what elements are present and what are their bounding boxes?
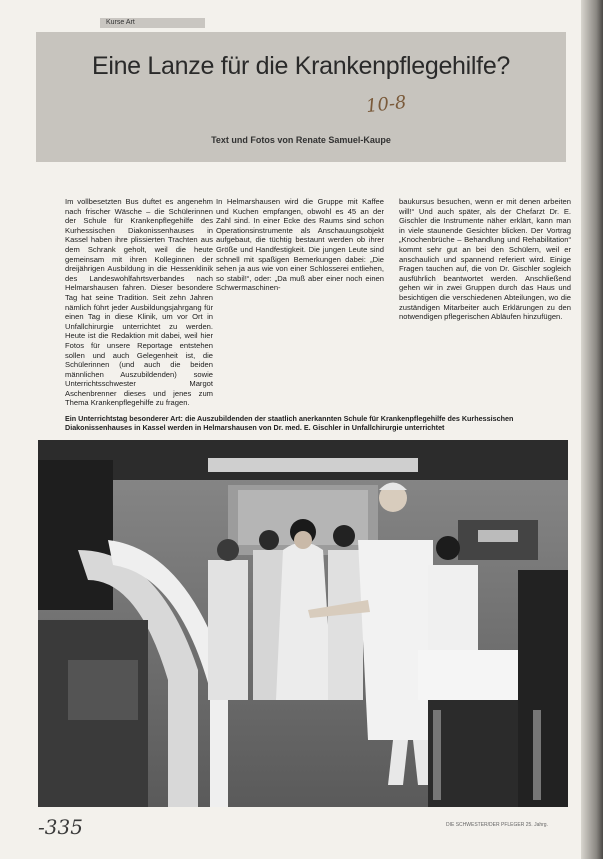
byline: Text und Fotos von Renate Samuel-Kaupe — [211, 135, 391, 145]
footer-text: DIE SCHWESTER/DER PFLEGER 25. Jahrg. — [446, 822, 548, 828]
article-column-2 — [216, 197, 384, 293]
section-label: Kurse Art — [100, 18, 205, 28]
column-3-text: baukursus besuchen, wenn er mit denen arbeiten will!“ Und auch später, als der Chefarzt Dr. E. Gischler die Instrumente näher erklärt, kann man in viele staunende Gesichter blicken. Der Vortrag „Knochenbrüche – Behandlung und Rehabilitation“ kommt sehr gut an bei den Schülern, weil er anschaulich und spannend referiert wird. Einige Fragen tauchen auf, die von Dr. Gischler sogleich ausführlich beantwortet werden. Anschließend gehen wir in zwei Gruppen durch das Haus und besichtigen die verschiedenen Abteilungen, wo die zuständigen Mitarbeiter auch Erklärungen zu den notwendigen pflegerischen Abläufen hinzufügen. — [399, 197, 571, 322]
photo-illustration — [38, 440, 568, 807]
scan-edge-shadow — [581, 0, 603, 859]
column-1-text: Im vollbesetzten Bus duftet es angenehm nach frischer Wäsche – die Schülerinnen der Schule für Krankenpflegehilfe des Kurhessischen Diakonissenhauses in Kassel haben ihre plissierten Trachten aus dem Schrank geholt, weil die heute gemeinsam mit ihren Kolleginnen der dreijährigen Ausbildung in die Hessenklinik des Landeswohlfahrtsverbandes nach Helmarshausen fahren. Dieser besondere Tag hat seine Tradition. Seit zehn Jahren nämlich führt jeder Ausbildungsjahrgang für einen Tag in diese Klinik, um vor Ort in Unfallchirurgie unterrichtet zu werden. Heute ist die Redaktion mit dabei, weil hier Fotos für unsere Reportage entstehen sollen und auch Gelegenheit ist, die Schülerinnen (und auch die beiden männlichen Auszubildenden) sowie Unterrichtsschwester Margot Aschenbrenner dieses und jenes zum Thema Krankenpflegehilfe zu fragen. — [65, 197, 213, 408]
column-2-text: In Helmarshausen wird die Gruppe mit Kaffee und Kuchen empfangen, obwohl es 45 an der Zahl sind. In einer Ecke des Raums sind schon Operationsinstrumente als Anschauungsobjekt aufgebaut, die tüchtig bestaunt werden ob ihrer Größe und Handfestigkeit. Die jungen Leute sind schnell mit spaßigen Bemerkungen dabei: „Die sehen ja aus wie von einer Schlosserei entliehen, so stabil!“, oder: „Da muß aber einer noch einen Schwermaschinen- — [216, 197, 384, 293]
article-photo — [38, 440, 568, 807]
page-number: -335 — [38, 815, 83, 839]
article-title: Eine Lanze für die Krankenpflegehilfe? — [91, 52, 511, 80]
handwritten-note: 10-8 — [365, 91, 408, 118]
photo-caption: Ein Unterrichtstag besonderer Art: die Auszubildenden der staatlich anerkannten Schule für Krankenpflegehilfe des Kurhessischen Diakonissenhauses in Kassel werden in Helmarshausen von Dr. med. E. Gischler in Unfallchirurgie unterrichtet — [65, 414, 514, 432]
article-column-3 — [399, 197, 571, 322]
article-column-1 — [65, 197, 213, 408]
